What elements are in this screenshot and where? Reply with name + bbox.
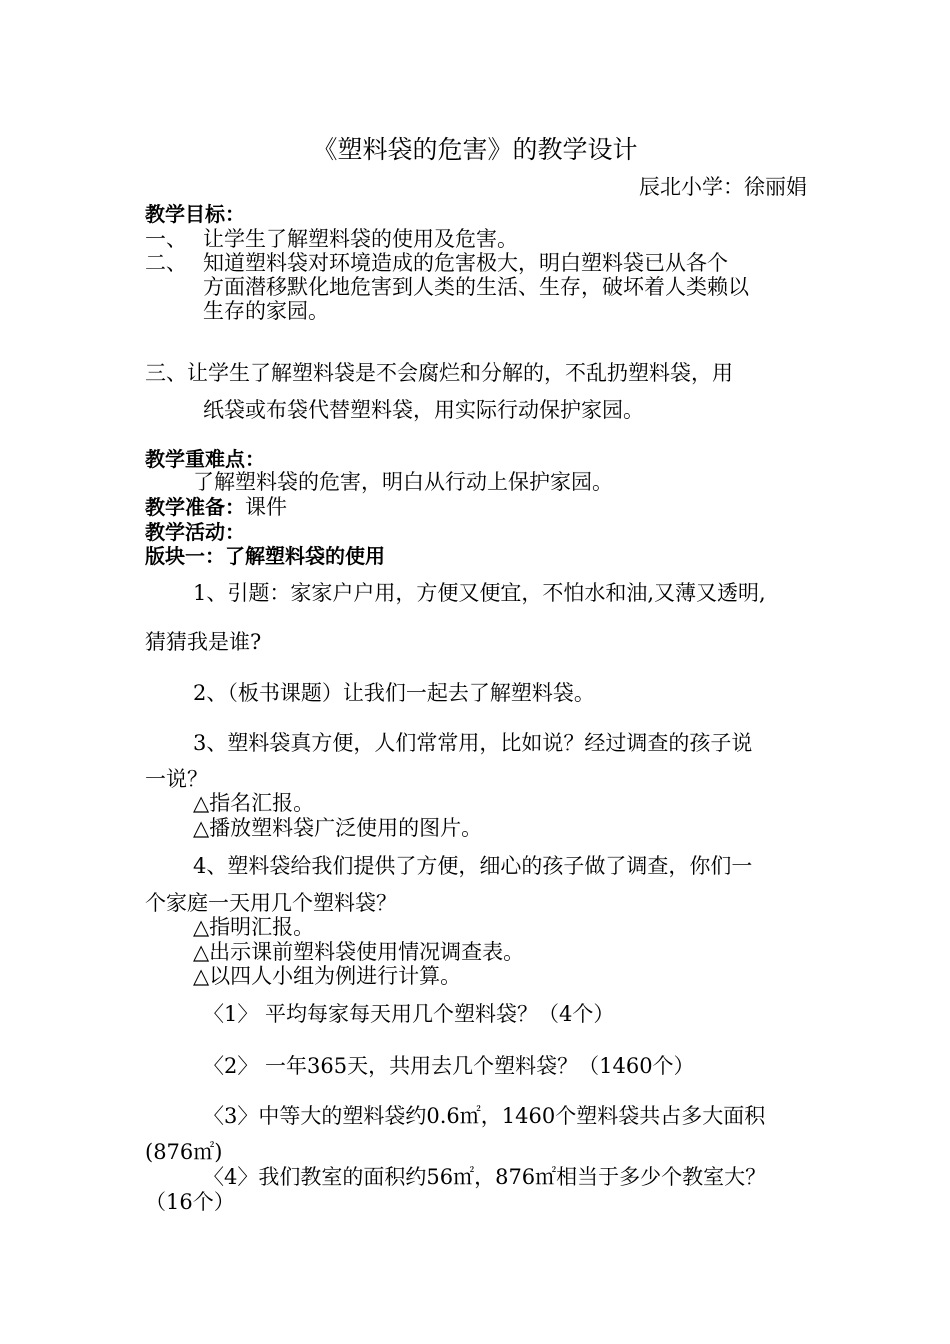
goal-item-2-number: 二、 xyxy=(145,251,187,275)
question-4-line2: （16个） xyxy=(145,1190,235,1214)
key-heading: 教学重难点： xyxy=(145,447,265,471)
paragraph-3-line2: 一说？ xyxy=(145,767,208,791)
document-title: 《塑料袋的危害》的教学设计 xyxy=(312,135,638,164)
activity-heading: 教学活动： xyxy=(145,520,245,544)
goal-item-3-line2: 纸袋或布袋代替塑料袋，用实际行动保护家园。 xyxy=(203,398,644,422)
prep-line xyxy=(145,494,807,520)
question-1: 〈1〉 平均每家每天用几个塑料袋？（4个） xyxy=(203,1002,615,1026)
paragraph-4: 4、塑料袋给我们提供了方便，细心的孩子做了调查，你们一 xyxy=(193,854,753,878)
goals-heading: 教学目标： xyxy=(145,202,245,226)
goal-item-2-line2: 方面潜移默化地危害到人类的生活、生存，破坏着人类赖以 xyxy=(203,275,749,299)
author-line: 辰北小学：徐丽娟 xyxy=(639,175,807,199)
goal-item-3: 三、让学生了解塑料袋是不会腐烂和分解的，不乱扔塑料袋，用 xyxy=(145,361,733,385)
question-3-line2: (876㎡) xyxy=(145,1140,223,1164)
goal-item-2 xyxy=(145,250,807,276)
goal-item-1-number: 一、 xyxy=(145,227,187,251)
goal-item-2-text: 知道塑料袋对环境造成的危害极大，明白塑料袋已从各个 xyxy=(203,251,728,275)
paragraph-4-bullet-1: △指明汇报。 xyxy=(193,915,315,939)
prep-heading: 教学准备： xyxy=(145,495,245,519)
goal-item-2-line3: 生存的家园。 xyxy=(203,299,329,323)
paragraph-1-line2: 猜猜我是谁? xyxy=(145,630,262,654)
key-text: 了解塑料袋的危害，明白从行动上保护家园。 xyxy=(193,470,613,494)
question-2: 〈2〉 一年365天，共用去几个塑料袋？（1460个） xyxy=(203,1054,695,1078)
prep-text: 课件 xyxy=(245,495,287,519)
paragraph-2: 2、（板书课题）让我们一起去了解塑料袋。 xyxy=(193,681,595,705)
section1-heading: 版块一：了解塑料袋的使用 xyxy=(145,544,385,568)
paragraph-3-bullet-2: △播放塑料袋广泛使用的图片。 xyxy=(193,816,483,840)
paragraph-1: 1、引题：家家户户用，方便又便宜，不怕水和油,又薄又透明, xyxy=(193,581,766,605)
question-3: 〈3〉中等大的塑料袋约0.6㎡，1460个塑料袋共占多大面积 xyxy=(203,1104,766,1128)
paragraph-4-bullet-2: △出示课前塑料袋使用情况调查表。 xyxy=(193,940,525,964)
paragraph-3: 3、塑料袋真方便，人们常常用，比如说？经过调查的孩子说 xyxy=(193,731,753,755)
question-4: 〈4〉我们教室的面积约56㎡，876㎡相当于多少个教室大？ xyxy=(203,1165,767,1189)
paragraph-4-bullet-3: △以四人小组为例进行计算。 xyxy=(193,964,462,988)
goal-item-1 xyxy=(145,226,807,252)
paragraph-4-line2: 个家庭一天用几个塑料袋？ xyxy=(145,891,397,915)
paragraph-3-bullet-1: △指名汇报。 xyxy=(193,791,315,815)
goal-item-1-text: 让学生了解塑料袋的使用及危害。 xyxy=(203,227,518,251)
